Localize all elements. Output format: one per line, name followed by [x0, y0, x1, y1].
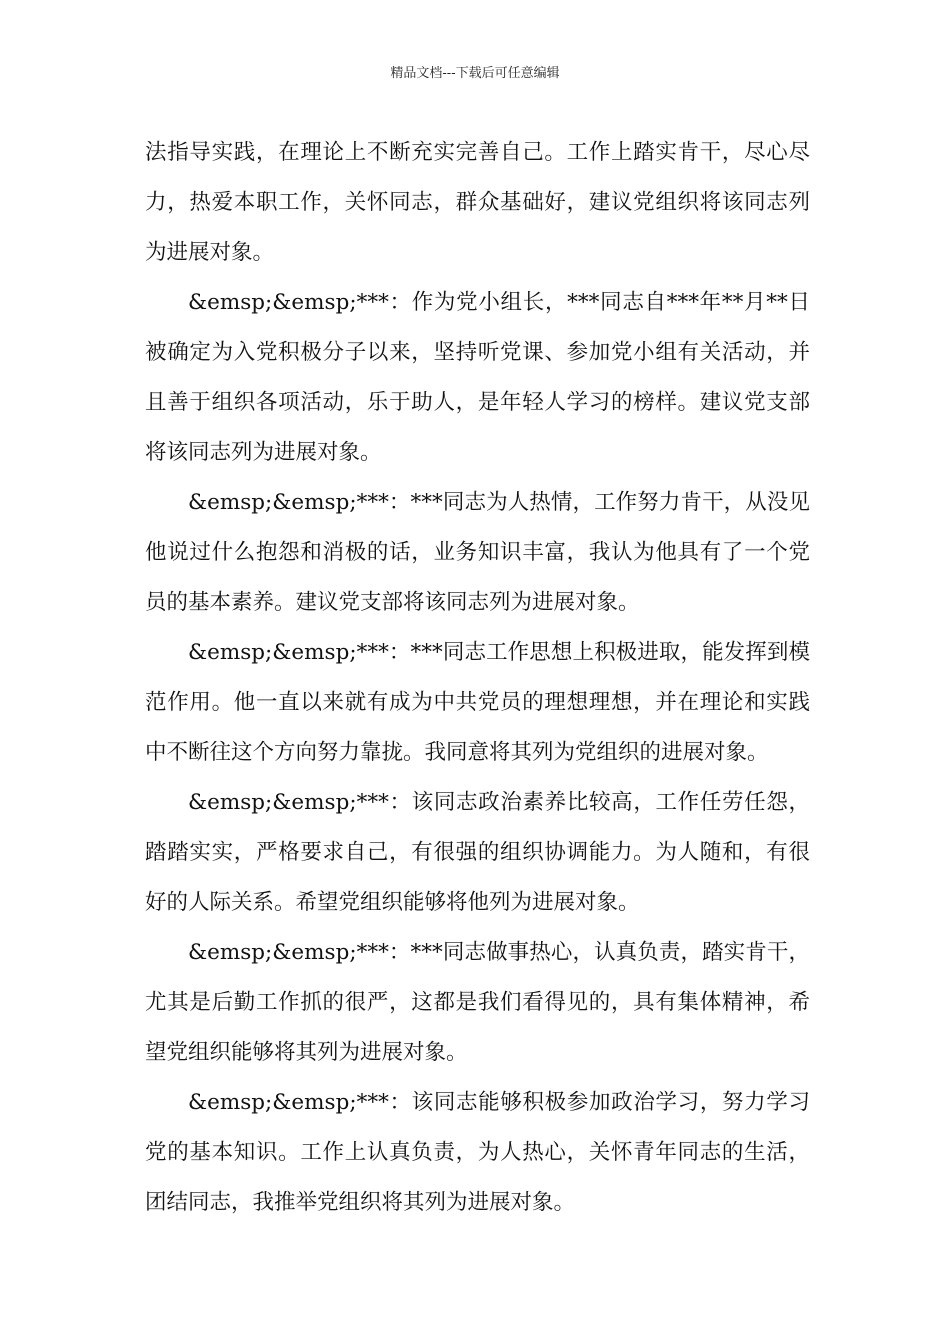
paragraph-3: &emsp;&emsp;***：***同志为人热情，工作努力肯干，从没见他说过什么抱怨和消极的话，业务知识丰富，我认为他具有了一个党员的基本素养。建议党支部将该同志列为进展对象。	[145, 490, 810, 615]
paragraph-6: &emsp;&emsp;***：***同志做事热心，认真负责，踏实肯干，尤其是后勤工作抓的很严，这都是我们看得见的，具有集体精神，希望党组织能够将其列为进展对象。	[145, 940, 810, 1065]
paragraph-7: &emsp;&emsp;***：该同志能够积极参加政治学习，努力学习党的基本知识。工作上认真负责，为人热心，关怀青年同志的生活，团结同志，我推举党组织将其列为进展对象。	[145, 1090, 810, 1215]
document-body	[145, 128, 810, 1228]
paragraph-2: &emsp;&emsp;***：作为党小组长，***同志自***年**月**日被确定为入党积极分子以来，坚持听党课、参加党小组有关活动，并且善于组织各项活动，乐于助人，是年轻人学习的榜样。建议党支部将该同志列为进展对象。	[145, 290, 810, 465]
paragraph-4: &emsp;&emsp;***：***同志工作思想上积极进取，能发挥到模范作用。他一直以来就有成为中共党员的理想理想，并在理论和实践中不断往这个方向努力靠拢。我同意将其列为党组织的进展对象。	[145, 640, 810, 765]
paragraph-1: 法指导实践，在理论上不断充实完善自己。工作上踏实肯干，尽心尽力，热爱本职工作，关怀同志，群众基础好，建议党组织将该同志列为进展对象。	[145, 140, 810, 265]
paragraph-5: &emsp;&emsp;***：该同志政治素养比较高，工作任劳任怨，踏踏实实，严格要求自己，有很强的组织协调能力。为人随和，有很好的人际关系。希望党组织能够将他列为进展对象。	[145, 790, 810, 915]
page-header: 精品文档---下载后可任意编辑	[390, 66, 560, 81]
